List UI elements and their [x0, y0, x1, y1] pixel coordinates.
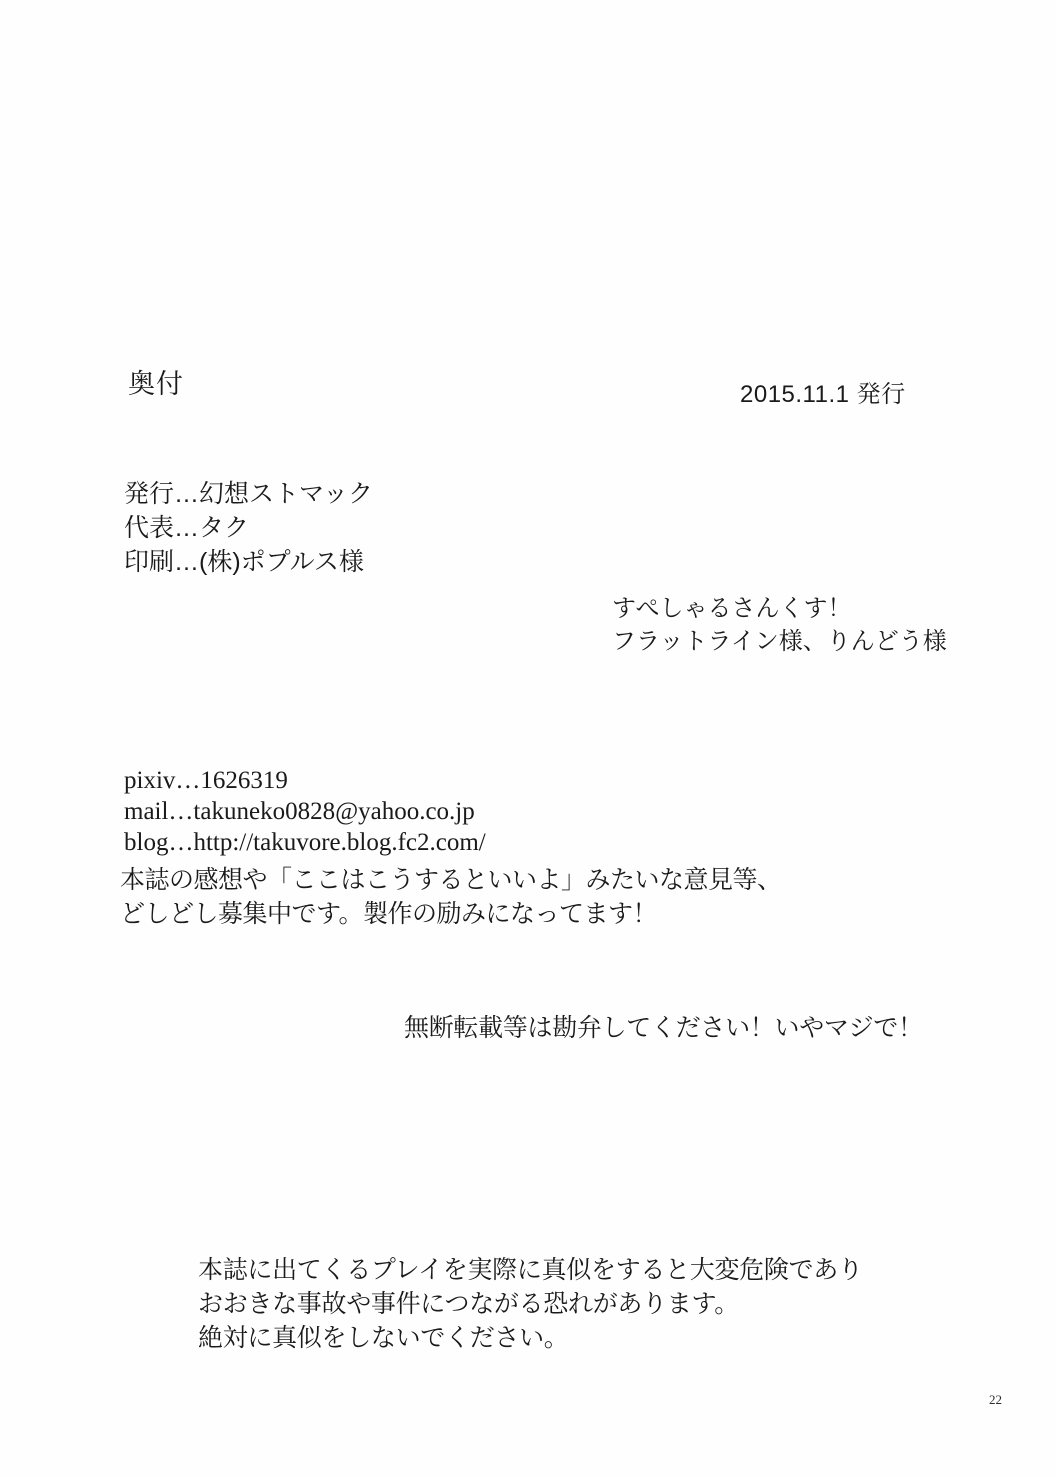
no-repost-notice: 無断転載等は勘弁してください！いやマジで！ — [404, 1014, 923, 1042]
disclaimer-block — [198, 1253, 863, 1355]
contact-block — [124, 765, 486, 858]
special-thanks-names: フラットライン様、りんどう様 — [612, 628, 947, 655]
contact-mail: mail…takuneko0828@yahoo.co.jp — [124, 798, 475, 825]
page-number: 22 — [989, 1392, 1002, 1407]
credit-representative: 代表…タク — [124, 514, 250, 542]
credit-printer: 印刷…(株)ポプルス様 — [124, 548, 364, 576]
credit-publisher: 発行…幻想ストマック — [124, 480, 374, 508]
special-thanks-block — [612, 592, 947, 658]
special-thanks-heading: すぺしゃるさんくす！ — [612, 595, 852, 622]
credits-block — [124, 477, 373, 579]
contact-blog: blog…http://takuvore.blog.fc2.com/ — [124, 829, 486, 856]
feedback-line-1: 本誌の感想や「ここはこうするといいよ」みたいな意見等、 — [120, 866, 782, 894]
feedback-line-2: どしどし募集中です。製作の励みになってます！ — [120, 900, 658, 928]
disclaimer-line-3: 絶対に真似をしないでください。 — [198, 1324, 569, 1352]
feedback-block — [120, 863, 782, 931]
disclaimer-line-2: おおきな事故や事件につながる恐れがあります。 — [198, 1290, 739, 1318]
colophon-heading: 奥付 — [128, 369, 184, 399]
contact-pixiv: pixiv…1626319 — [124, 767, 288, 794]
disclaimer-line-1: 本誌に出てくるプレイを実際に真似をすると大変危険であり — [198, 1256, 863, 1284]
publication-date: 2015.11.1 発行 — [740, 381, 906, 408]
